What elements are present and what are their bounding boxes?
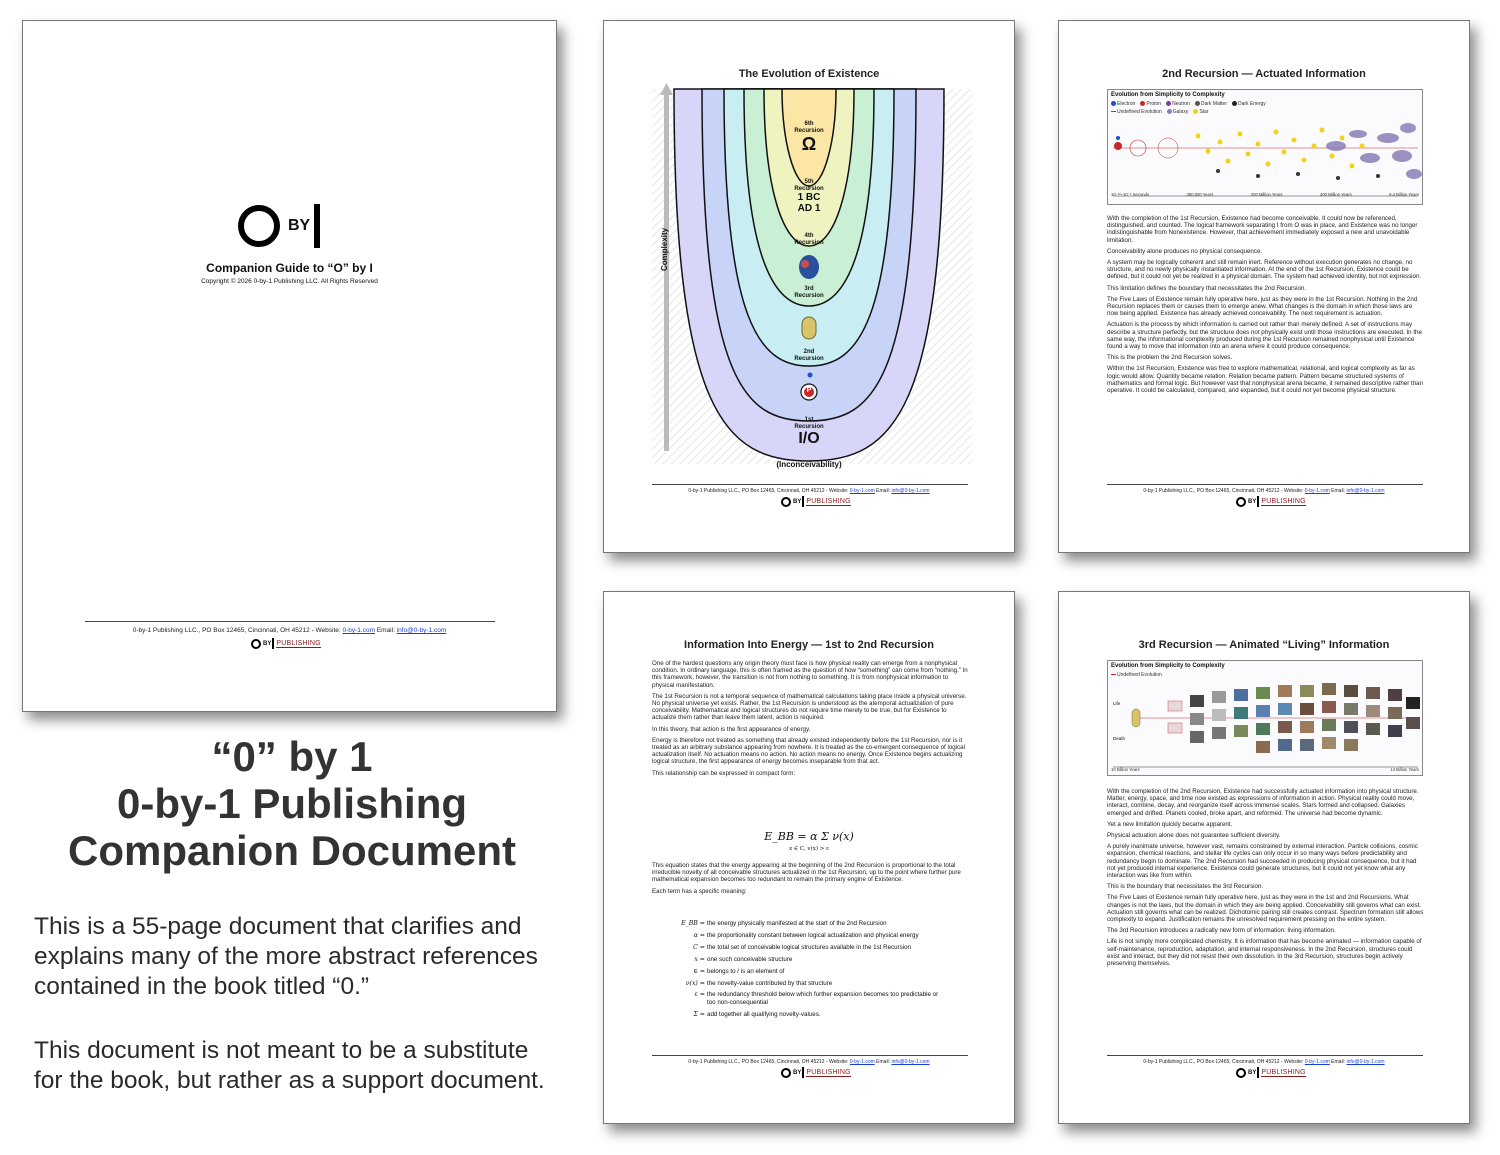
publishing-logo-text: PUBLISHING: [1261, 497, 1306, 505]
definition-row: E_BB = the energy physically manifested at the start of the 2nd Recursion: [681, 920, 887, 927]
life-label: Life: [1113, 701, 1121, 706]
footer-email-label: Email:: [874, 488, 892, 494]
legend-undefined-evolution: Undefined Evolution: [1111, 672, 1162, 678]
publishing-logo-text: PUBLISHING: [276, 639, 321, 647]
legend-undefined-evolution: Undefined Evolution: [1111, 109, 1162, 115]
cover-copyright: Copyright © 2026 0-by-1 Publishing LLC. All Rights Reserved: [201, 278, 378, 285]
energy-equation: E_BB = α Σ ν(x): [764, 830, 854, 843]
promo-title-line: “0” by 1: [211, 733, 373, 780]
logo-by-text: BY: [288, 217, 311, 234]
footer-email-link[interactable]: info@0-by-1.com: [1346, 1059, 1385, 1065]
footer-website-link[interactable]: 0-by-1.com: [849, 1059, 875, 1065]
footer-email-label: Email:: [375, 627, 397, 634]
dark-matter-dots: [1216, 169, 1380, 180]
footer-address-text: 0-by-1 Publishing LLC., PO Box 12465, Cincinnati, OH 45212 - Website:: [688, 488, 850, 494]
publishing-logo-by: BY: [1248, 498, 1257, 505]
publishing-logo: [1236, 1067, 1306, 1078]
cover-logo: [238, 204, 320, 248]
level-3rd-word: Recursion: [794, 292, 824, 299]
level-1st-num: 1st: [804, 417, 814, 423]
cell-icon: [802, 317, 816, 339]
inconceivability-label: (Inconceivability): [776, 460, 842, 469]
publishing-logo-by: BY: [793, 498, 802, 505]
publishing-logo-bar: [272, 638, 274, 649]
footer-rule: [652, 1055, 968, 1056]
publishing-logo-bar: [802, 1067, 804, 1078]
footer-email-link[interactable]: info@0-by-1.com: [396, 627, 447, 634]
footer-rule: [652, 484, 968, 485]
legend-star: Star: [1193, 109, 1208, 115]
publishing-logo-by: BY: [263, 640, 272, 647]
footer-email-label: Email:: [874, 1059, 892, 1065]
definition-row: ∈ = belongs to / is an element of: [693, 967, 785, 975]
species-evolution-graphic: [1108, 681, 1423, 771]
ad-symbol: AD 1: [797, 203, 821, 214]
promo-description: This is a 55-page document that clarifies and explains many of the more abstract references contained in the book titled “0.”: [34, 913, 538, 1000]
cover-title: Companion Guide to “O” by I: [206, 261, 373, 275]
footer-email-link[interactable]: info@0-by-1.com: [1346, 488, 1385, 494]
footer-address: [23, 627, 556, 634]
footer-address-text: 0-by-1 Publishing LLC., PO Box 12465, Cincinnati, OH 45212 - Website:: [688, 1059, 850, 1065]
timeline-label: 10 Billion Years: [1111, 767, 1140, 772]
electron-dot: [1116, 136, 1120, 140]
publishing-logo-by: BY: [793, 1069, 802, 1076]
page-title: The Evolution of Existence: [738, 68, 880, 80]
timeline-label: 400 Million Years: [1320, 192, 1352, 197]
paragraph: Physical actuation alone does not guarantee sufficient diversity.: [1107, 832, 1281, 840]
figure-legend-row1: [1111, 101, 1266, 107]
galaxy-cluster: [1326, 123, 1422, 179]
paragraph: With the completion of the 2nd Recursion, Existence had successfully actuated information into physical structure. Matter, energy, space, and time now existed as expressions of information in action. Physical reality could move, interact, combine, decay, and reorganize itself across immense scales. Stars formed and collapsed. Galaxies emerged and drifted. Planets cooled, broke apart, and reformed. The universe had become dynamic.: [1107, 788, 1419, 817]
paragraph: Life is not simply more complicated chemistry. It is information that has become animated — information capable of self-maintenance, reproduction, adaptation, and internal responsiveness. In the 2nd Recursion, structures could exist and interact, but they did not resist their own dissolution. In the 3rd Recursion, structures begin actively preserving themselves.: [1107, 938, 1422, 968]
logo-zero-ring: [238, 205, 280, 247]
definition-row: x = one such conceivable structure: [694, 955, 793, 963]
paragraph: The 1st Recursion is not a temporal sequence of mathematical calculations taking place inside a physical universe. No physical universe yet exists. Rather, the 1st Recursion is understood as the atemporal actualization of pure conceivability. Mathematical and logical structures do not require time merely to be true, but for Existence to actualize them rather than leave them latent, action is required.: [652, 692, 967, 722]
footer-email-label: Email:: [1329, 1059, 1347, 1065]
paragraph: The Five Laws of Existence remain fully operative here, just as they were in the 1st and 2nd Recursions. What changes is not the laws, but the domain in which they are being applied. Conceivability still governs what can exist. Actuation still governs what can be realized. Dichotomic pairing still creates contrast. Spectrum formation still allows complexity to expand. Justification remains the unresolved requirement pressing on the entire system.: [1107, 894, 1424, 924]
level-5th: [784, 179, 834, 214]
definition-row: Σ = add together all qualifying novelty-values.: [693, 1010, 821, 1018]
evolution-figure: [1107, 89, 1423, 205]
electron-icon: [808, 373, 813, 378]
human-head-icon: [799, 255, 819, 279]
footer-email-label: Email:: [1329, 488, 1347, 494]
page-title: 2nd Recursion — Actuated Information: [1162, 68, 1366, 80]
paragraph: In this theory, that action is the first appearance of energy.: [652, 725, 811, 733]
footer-rule: [85, 621, 495, 622]
equation-subscript: x ∈ C, ν(x) > ε: [789, 846, 829, 852]
paragraph: A purely inanimate universe, however vast, remains constrained by external interaction. Particle collisions, cosmic expansion, chemical reactions, and stellar life cycles can only occur in so many ways before predictability and redundancy begin to dominate. The 2nd Recursion had succeeded in producing physical consequence, but it had not yet produced internal experience. Existence could generate structures, but it could not yet know what any interaction was like from within.: [1107, 843, 1418, 880]
level-2nd-word: Recursion: [794, 355, 824, 362]
definition-row: C = the total set of conceivable logical structures available in the 1st Recursion: [693, 943, 911, 951]
paragraph: Conceivability alone produces no physical consequence.: [1107, 247, 1263, 255]
footer-website-link[interactable]: 0-by-1.com: [1304, 488, 1330, 494]
paragraph: This relationship can be expressed in compact form:: [652, 769, 796, 777]
level-5th-word: Recursion: [794, 185, 824, 192]
level-3rd: [784, 286, 834, 299]
footer-rule: [1107, 1055, 1423, 1056]
cell-icon: [1132, 709, 1140, 727]
level-5th-num: 5th: [804, 179, 814, 185]
body-text: [1107, 215, 1425, 398]
io-symbol: I/O: [798, 430, 820, 447]
definitions-list: [652, 920, 947, 1023]
page-title: Information Into Energy — 1st to 2nd Recursion: [684, 639, 934, 651]
level-6th: [784, 121, 834, 154]
footer-website-link[interactable]: 0-by-1.com: [849, 488, 875, 494]
promo-title: [22, 733, 562, 874]
publishing-logo: [251, 638, 321, 649]
level-3rd-num: 3rd: [804, 286, 814, 292]
level-2nd-num: 2nd: [803, 349, 815, 355]
page-information-into-energy: [603, 591, 1015, 1124]
body-text: [652, 660, 970, 781]
legend-dark-energy: Dark Energy: [1232, 101, 1266, 107]
axis-label-complexity: Complexity: [660, 227, 669, 271]
publishing-logo-ring: [781, 1068, 791, 1078]
publishing-logo-text: PUBLISHING: [806, 1068, 851, 1076]
footer-website-link[interactable]: 0-by-1.com: [1304, 1059, 1330, 1065]
life-evolution-figure: [1107, 660, 1423, 776]
paragraph: The Five Laws of Existence remain fully operative here, just as they were in the 1st Recursion. Nothing in the 2nd Recursion replaces them or causes them to emerge anew. What changes is the domain in which those laws are now being applied. Existence has already achieved conceivability. The next requirement is actuation.: [1107, 295, 1418, 318]
timeline-label: 200 Million Years: [1250, 192, 1283, 197]
footer-address: [604, 1059, 1014, 1065]
page-2nd-recursion: [1058, 20, 1470, 553]
page-evolution-of-existence: [603, 20, 1015, 553]
timeline-label: 380,000 Years: [1186, 192, 1214, 197]
figure-title: Evolution from Simplicity to Complexity: [1111, 663, 1225, 669]
definition-row: ν(x) = the novelty-value contributed by that structure: [685, 979, 833, 987]
death-label: Death: [1113, 736, 1126, 741]
level-6th-num: 6th: [804, 121, 814, 127]
level-4th-word: Recursion: [794, 239, 824, 246]
level-6th-word: Recursion: [794, 127, 824, 134]
publishing-logo-ring: [1236, 497, 1246, 507]
publishing-logo-ring: [781, 497, 791, 507]
paragraph: With the completion of the 1st Recursion, Existence had become conceivable. It could now be referenced, distinguished, and counted. The logical framework separating I from O was in place, and Existence was no longer indistinguishable from Nonexistence. However, that achievement immediately exposed a new and unavoidable limitation.: [1107, 215, 1418, 244]
publishing-logo: [781, 1067, 851, 1078]
paragraph: One of the hardest questions any origin theory must face is how physical reality can emerge from a nonphysical condition. In ordinary language, this is often framed as the question of how “something” can come from “nothing.” In this framework, however, the transition is not from nothing to something. It is from nonphysical information to physical manifestation.: [652, 660, 968, 689]
level-2nd: [784, 349, 834, 362]
publishing-logo-text: PUBLISHING: [1261, 1068, 1306, 1076]
publishing-logo-ring: [251, 639, 261, 649]
paragraph: Energy is therefore not treated as something that already existed independently before the 1st Recursion, nor is it treated as an arbitrary substance appearing from nowhere. It is treated as the co-emergent consequence of logical actualization itself. No actuation means no action. No action means no energy. Once Existence begins actualizing logical structure, the first appearance of energy becomes inseparable from that act.: [652, 736, 965, 766]
page-title: 3rd Recursion — Animated “Living” Information: [1138, 639, 1390, 651]
legend-electron: Electron: [1111, 101, 1135, 107]
definition-row: ε = the redundancy threshold below which further expansion becomes too predictable or too non-consequential: [694, 991, 939, 1006]
proton-dot: [1114, 142, 1122, 150]
footer-address-text: 0-by-1 Publishing LLC., PO Box 12465, Cincinnati, OH 45212 - Website:: [1143, 1059, 1305, 1065]
omega-symbol: Ω: [801, 134, 817, 154]
publishing-logo-bar: [802, 496, 804, 507]
cover-page: [22, 20, 557, 712]
timeline-labels: [1111, 192, 1419, 197]
paragraph: This limitation defines the boundary that necessitates the 2nd Recursion.: [1107, 284, 1307, 292]
brain-icon: [801, 260, 809, 268]
publishing-logo-bar: [1257, 1067, 1259, 1078]
footer-email-link[interactable]: info@0-by-1.com: [891, 488, 930, 494]
publishing-logo: [1236, 496, 1306, 507]
promo-title-line: 0-by-1 Publishing: [116, 780, 468, 827]
legend-dark-matter: Dark Matter: [1195, 101, 1227, 107]
body-text-2: [652, 862, 970, 899]
footer-address: [1059, 1059, 1469, 1065]
publishing-logo: [781, 496, 851, 507]
footer-address: [1059, 488, 1469, 494]
figure-title: Evolution from Simplicity to Complexity: [1111, 92, 1225, 98]
paragraph: The 3rd Recursion introduces a radically new form of information: living information.: [1107, 927, 1336, 935]
footer-rule: [1107, 484, 1423, 485]
paragraph: A system may be logically coherent and still remain inert. Reference without execution generates no change, no structure, and no newly physically instantiated information. At the end of the 1st Recursion, Existence could be defined, but it could not yet be realized in a physical domain. The system had achieved identity, but not expression.: [1107, 259, 1422, 281]
complexity-arrow-shaft: [664, 91, 669, 451]
body-text: [1107, 788, 1425, 971]
paragraph: This is the problem the 2nd Recursion solves.: [1107, 354, 1233, 362]
timeline-label: 9.4 Billion Years: [1389, 192, 1419, 197]
footer-website-link[interactable]: 0-by-1.com: [342, 627, 376, 634]
paragraph: Actuation is the process by which information is carried out rather than merely defined. A set of instructions may describe a structure perfectly, but the structure does not physically exist until those instructions are executed. In the same way, the informational complexity produced during the 1st Recursion remained nonphysical until Existence found a way to move that information into an arena where it could produce consequence.: [1107, 321, 1422, 351]
footer-email-link[interactable]: info@0-by-1.com: [891, 1059, 930, 1065]
paragraph: Yet a new limitation quickly became apparent.: [1107, 820, 1233, 828]
timeline-labels: [1111, 767, 1419, 772]
footer-address-text: 0-by-1 Publishing LLC., PO Box 12465, Cincinnati, OH 45212 - Website:: [132, 627, 343, 634]
bc-symbol: 1 BC: [797, 192, 821, 203]
paragraph: Each term has a specific meaning:: [652, 887, 747, 895]
publishing-logo-by: BY: [1248, 1069, 1257, 1076]
legend-neutron: Neutron: [1166, 101, 1190, 107]
legend-proton: Proton: [1140, 101, 1161, 107]
paragraph: Within the 1st Recursion, Existence was free to explore mathematical, relational, and logical complexity as far as logic would allow. Quantity became relation. Relation became pattern. Pattern became structured systems of mathematics and formal logic. But however vast that nonphysical arena became, it remained descriptive rather than operative. It could be calculated, compared, and expanded, but it could not yet become physical structure.: [1107, 365, 1424, 395]
level-4th: [784, 233, 834, 246]
figure-legend-row2: [1111, 109, 1209, 115]
promo-title-line: Companion Document: [68, 827, 516, 874]
page-3rd-recursion: [1058, 591, 1470, 1124]
legend-galaxy: Galaxy: [1167, 109, 1189, 115]
publishing-logo-bar: [1257, 496, 1259, 507]
level-4th-num: 4th: [804, 233, 814, 239]
logo-one-bar: [314, 204, 320, 248]
timeline-label: 10⁻³²–10⁻⁶ Seconds: [1111, 192, 1150, 197]
figure-legend: [1111, 672, 1162, 678]
level-1st-word: Recursion: [794, 423, 824, 430]
paragraph: This is the boundary that necessitates the 3rd Recursion.: [1107, 883, 1264, 891]
paragraph: This equation states that the energy appearing at the beginning of the 2nd Recursion is proportional to the total irreducible novelty of all conceivable structures actualized in the 1st Recursion, up to the point where further pure mathematical expansion becomes too redundant to remain the primary engine of Existence.: [652, 862, 961, 884]
publishing-logo-text: PUBLISHING: [806, 497, 851, 505]
publishing-logo-ring: [1236, 1068, 1246, 1078]
footer-address-text: 0-by-1 Publishing LLC., PO Box 12465, Cincinnati, OH 45212 - Website:: [1143, 488, 1305, 494]
timeline-label: 14 Billion Years: [1390, 767, 1419, 772]
proton-label: P: [806, 387, 812, 394]
definition-row: α = the proportionality constant between logical actualization and physical energy: [693, 931, 919, 939]
promo-disclaimer: This document is not meant to be a substitute for the book, but rather as a support document.: [34, 1037, 545, 1094]
level-1st: [784, 417, 834, 448]
footer-address: [604, 488, 1014, 494]
